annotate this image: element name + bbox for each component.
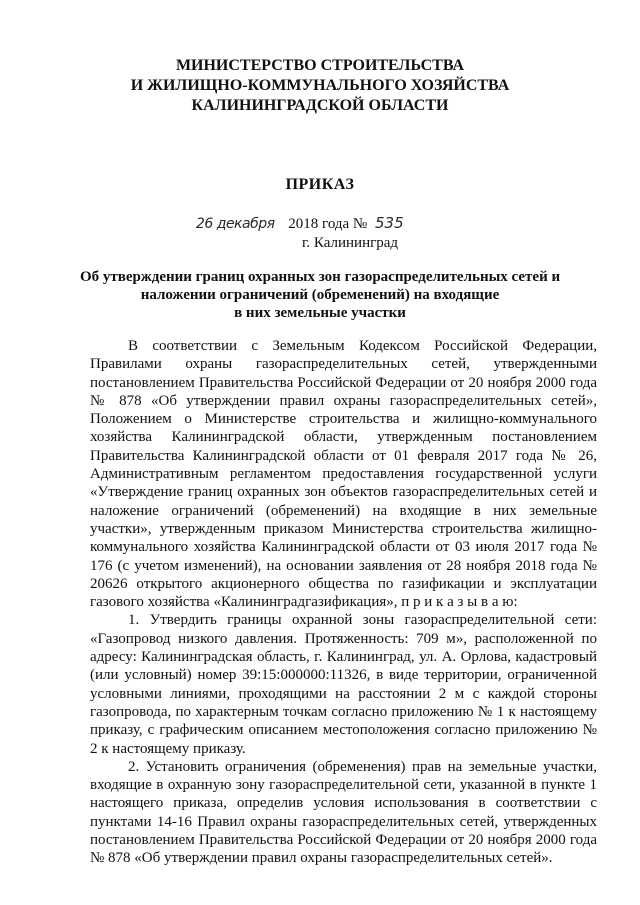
order-date-line [196,213,404,234]
handwritten-order-number: 535 [375,214,404,232]
item-2-paragraph: 2. Установить ограничения (обременения) прав на земельные участки, входящие в охранную зону газораспределительной сети, указанной в пункте 1 настоящего приказа, определив условия использования в соответствии с пунктами 14-16 Правил охраны газораспределительных сетей, утвержденных постановлением Правительства Российской Федерации от 20 ноября 2000 года № 878 «Об утверждении правил охраны газораспределительных сетей». [90,758,597,867]
subject-line-3: в них земельные участки [234,305,406,321]
subject-line-1: Об утверждении границ охранных зон газораспределительных сетей и [80,269,561,285]
subject-line-2: наложении ограничений (обременений) на входящие [140,287,500,303]
ministry-header [0,56,640,116]
preamble-paragraph: В соответствии с Земельным Кодексом Российской Федерации, Правилами охраны газораспределительных сетей, утвержденными постановлением Правительства Российской Федерации от 20 ноября 2000 года № 878 «Об утверждении правил охраны газораспределительных сетей», Положением о Министерстве строительства и жилищно-коммунального хозяйства Калининградской области, утвержденным постановлением Правительства Калининградской области от 01 февраля 2017 года № 26, Административным регламентом предоставления государственной услуги «Утверждение границ охранных зон объектов газораспределительных сетей и наложение ограничений (обременений) на входящие в них земельные участки», утвержденным приказом Министерства строительства жилищно-коммунального хозяйства Калининградской области от 03 июля 2017 года № 176 (с учетом изменений), на основании заявления от 28 ноября 2018 года № 20626 открытого акционерного общества по газификации и эксплуатации газового хозяйства «Калининградгазификация», п р и к а з ы в а ю: [90,338,597,611]
city-line: г. Калининград [301,235,399,251]
order-subject [80,268,560,322]
printed-date: 2018 года № [288,216,368,232]
item-1-paragraph: 1. Утвердить границы охранной зоны газораспределительной сети: «Газопровод низкого давления. Протяженность: 709 м», расположенной по адресу: Калининградская область, г. Калининград, ул. А. Орлова, кадастровый (или условный) номер 39:15:000000:11326, в виде территории, ограниченной условными линиями, проходящими на расстоянии 2 м с каждой стороны газопровода, по характерным точкам согласно приложению № 1 к настоящему приказу, с графическим описанием местоположения согласно приложению № 2 к настоящему приказу. [90,612,597,757]
ministry-line-1: МИНИСТЕРСТВО СТРОИТЕЛЬСТВА [175,57,465,74]
ministry-line-2: И ЖИЛИЩНО-КОММУНАЛЬНОГО ХОЗЯЙСТВА [130,77,510,94]
order-title: ПРИКАЗ [285,176,355,193]
order-body [90,337,597,868]
handwritten-date: 26 декабря [196,216,275,232]
ministry-line-3: КАЛИНИНГРАДСКОЙ ОБЛАСТИ [191,97,449,114]
